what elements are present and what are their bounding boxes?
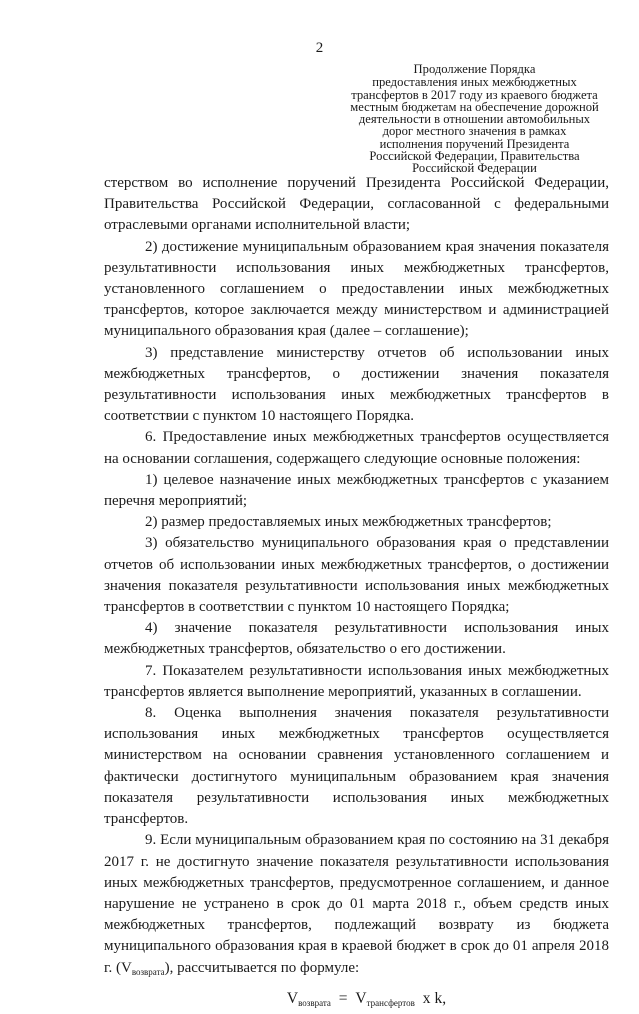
document-body [104, 173, 609, 1014]
paragraph: 2) достижение муниципальным образованием края значения показателя результативности использования иных межбюджетных трансфертов, установленного соглашением о предоставлении иных межбюджетных трансфертов, которое заключается между министерством и администрацией муниципального образования края (далее – соглашение); [104, 238, 609, 340]
header-line: предоставления иных межбюджетных [372, 75, 577, 90]
variable-symbol: V [120, 959, 132, 976]
formula [104, 988, 609, 1014]
formula-equals: = [338, 989, 348, 1007]
formula-factor: k, [434, 989, 447, 1007]
paragraph: 8. Оценка выполнения значения показателя результативности использования иных межбюджетных трансфертов осуществляется министерством на основании сравнения установленного соглашением и фактически достигнутого муниципальным образованием края значения показателя результативности использования иных межбюджетных трансфертов. [104, 705, 609, 828]
variable-subscript: возврата [131, 966, 165, 977]
header-line: деятельности в отношении автомобильных [358, 112, 591, 127]
formula-lhs-sub: возврата [298, 997, 331, 1008]
header-title: Продолжение Порядка [413, 62, 536, 76]
header-line: Российской Федерации [412, 161, 537, 176]
paragraph-tail: ), рассчитывается по формуле: [164, 959, 360, 976]
formula-lhs-var: V [286, 989, 299, 1007]
paragraph: 3) представление министерству отчетов об использовании иных межбюджетных трансфертов, о достижении значения показателя результативности использования иных межбюджетных трансфертов в соответствии с пунктом 10 настоящего Порядка. [104, 344, 609, 425]
header-line: исполнения поручений Президента [379, 136, 570, 151]
formula-times: x [422, 989, 431, 1007]
paragraph-with-variable [104, 830, 609, 982]
header-line: дорог местного значения в рамках [382, 124, 567, 139]
header-line: Российской Федерации, Правительства [369, 149, 580, 164]
paragraph: 3) обязательство муниципального образования края о представлении отчетов об использовании иных межбюджетных трансфертов, о достижении значения показателя результативности использования иных межбюджетных трансфертов в соответствии с пунктом 10 настоящего Порядка; [104, 535, 609, 616]
paragraph: 4) значение показателя результативности использования иных межбюджетных трансфертов, обязательство о его достижении. [104, 620, 609, 658]
paragraph-text: 9. Если муниципальным образованием края по состоянию на 31 декабря 2017 г. не достигнуто значение показателя результативности использования иных межбюджетных трансфертов, предусмотренное соглашением, и данное нарушение не устранено в срок до 01 марта 2018 г., объем средств иных межбюджетных трансфертов, подлежащий возврату из бюджета муниципального образования края в краевой бюджет в срок до 01 апреля 2018 г. ( [104, 832, 609, 976]
paragraph: 7. Показателем результативности использования иных межбюджетных трансфертов является выполнение мероприятий, указанных в соглашении. [104, 662, 609, 700]
document-header [342, 63, 607, 175]
paragraph: 1) целевое назначение иных межбюджетных трансфертов с указанием перечня мероприятий; [104, 471, 609, 510]
paragraph: стерством во исполнение поручений Президента Российской Федерации, Правительства Российской Федерации, согласованной с федеральными отраслевыми органами исполнительной власти; [104, 175, 609, 234]
paragraph: 6. Предоставление иных межбюджетных трансфертов осуществляется на основании соглашения, содержащего следующие основные положения: [104, 429, 609, 467]
header-line: трансфертов в 2017 году из краевого бюджета [351, 87, 598, 102]
formula-rhs-sub: трансфертов [366, 997, 415, 1008]
formula-rhs-var: V [355, 989, 367, 1007]
page-number: 2 [315, 40, 324, 56]
paragraph: 2) размер предоставляемых иных межбюджетных трансфертов; [145, 514, 552, 531]
header-line: местным бюджетам на обеспечение дорожной [350, 99, 599, 114]
